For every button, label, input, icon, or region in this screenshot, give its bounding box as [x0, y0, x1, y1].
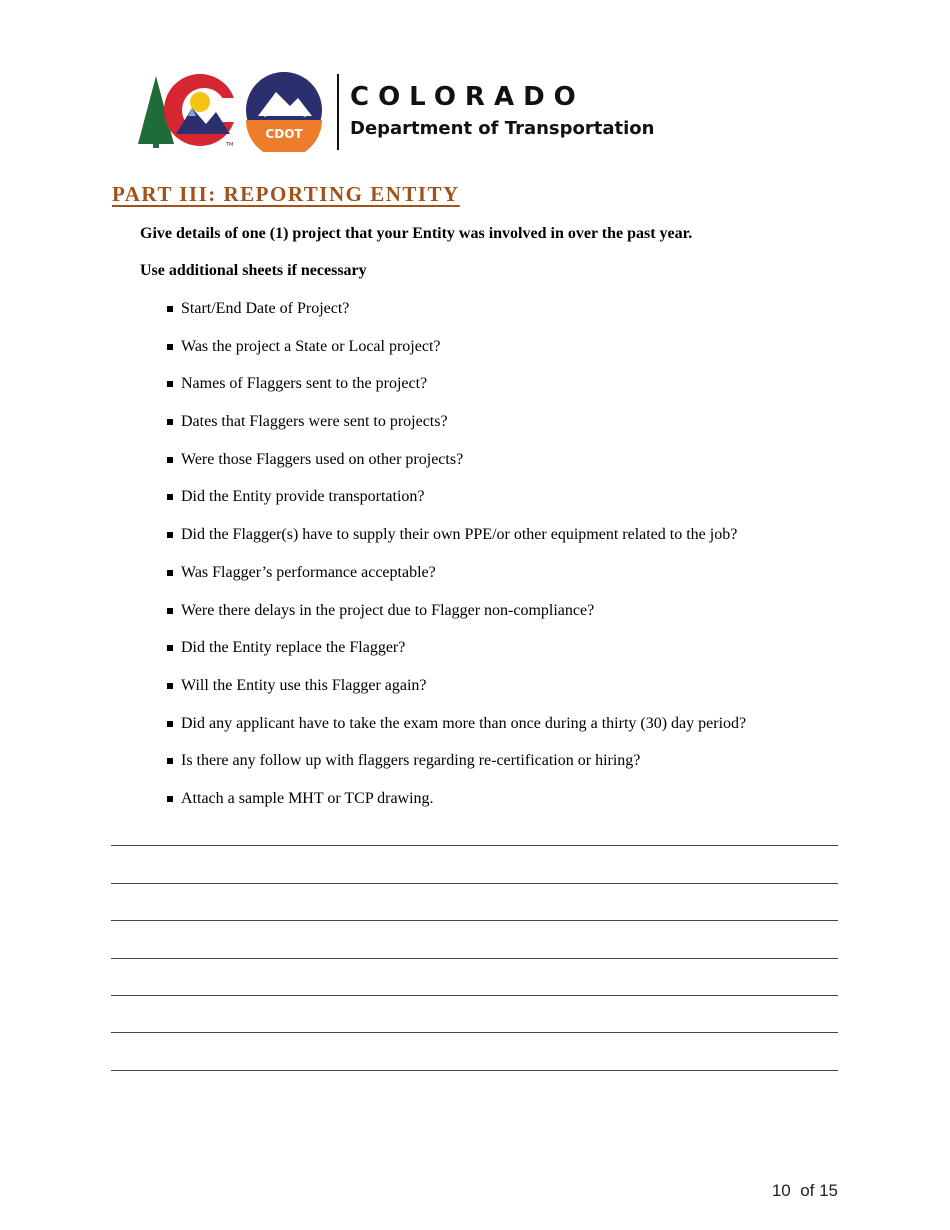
list-item	[167, 448, 746, 486]
answer-line[interactable]	[111, 920, 838, 921]
question-text: Will the Entity use this Flagger again?	[181, 676, 427, 694]
question-text: Did the Entity provide transportation?	[181, 488, 425, 506]
answer-line[interactable]	[111, 1032, 838, 1033]
answer-line[interactable]	[111, 883, 838, 884]
question-text: Dates that Flaggers were sent to projects?	[181, 413, 448, 431]
list-item	[167, 787, 746, 825]
square-bullet-icon	[167, 721, 173, 727]
square-bullet-icon	[167, 608, 173, 614]
intro-text: Give details of one (1) project that your Entity was involved in over the past year.	[140, 225, 693, 242]
colorado-c-logo-icon	[134, 72, 334, 152]
question-text: Start/End Date of Project?	[181, 300, 350, 317]
question-list	[167, 297, 746, 825]
logo-subtitle: Department of Transportation	[350, 118, 655, 139]
square-bullet-icon	[167, 419, 173, 425]
list-item	[167, 712, 746, 750]
square-bullet-icon	[167, 344, 173, 350]
list-item	[167, 410, 746, 448]
list-item	[167, 523, 746, 561]
answer-line[interactable]	[111, 995, 838, 996]
square-bullet-icon	[167, 494, 173, 500]
question-text: Did the Entity replace the Flagger?	[181, 639, 406, 657]
question-text: Is there any follow up with flaggers regarding re-certification or hiring?	[181, 752, 641, 770]
cdot-mark: CDOT	[265, 127, 303, 141]
list-item	[167, 749, 746, 787]
square-bullet-icon	[167, 381, 173, 387]
square-bullet-icon	[167, 758, 173, 764]
answer-line[interactable]	[111, 845, 838, 846]
square-bullet-icon	[167, 306, 173, 312]
list-item	[167, 561, 746, 599]
question-text: Were those Flaggers used on other projects?	[181, 450, 464, 468]
trademark-mark: TM	[226, 142, 234, 148]
list-item	[167, 674, 746, 712]
square-bullet-icon	[167, 683, 173, 689]
square-bullet-icon	[167, 457, 173, 463]
page-total: of 15	[800, 1181, 838, 1200]
answer-line[interactable]	[111, 1070, 838, 1071]
logo-divider	[336, 74, 340, 150]
square-bullet-icon	[167, 645, 173, 651]
question-text: Was the project a State or Local project?	[181, 337, 441, 355]
list-item	[167, 372, 746, 410]
cdot-logo	[134, 72, 694, 152]
current-page: 10	[771, 1181, 791, 1200]
list-item	[167, 636, 746, 674]
square-bullet-icon	[167, 796, 173, 802]
logo-title: COLORADO	[350, 82, 585, 112]
question-text: Did the Flagger(s) have to supply their own PPE/or other equipment related to the job?	[181, 526, 738, 544]
question-text: Attach a sample MHT or TCP drawing.	[181, 789, 434, 807]
square-bullet-icon	[167, 532, 173, 538]
list-item	[167, 335, 746, 373]
square-bullet-icon	[167, 570, 173, 576]
question-text: Was Flagger’s performance acceptable?	[181, 563, 436, 581]
list-item	[167, 599, 746, 637]
list-item	[167, 485, 746, 523]
section-title: PART III: REPORTING ENTITY	[112, 182, 460, 206]
page-number	[772, 1181, 838, 1201]
question-text: Were there delays in the project due to Flagger non-compliance?	[181, 601, 595, 619]
question-text: Did any applicant have to take the exam more than once during a thirty (30) day period?	[181, 714, 747, 732]
list-item	[167, 297, 746, 335]
question-text: Names of Flaggers sent to the project?	[181, 375, 428, 393]
answer-line[interactable]	[111, 958, 838, 959]
additional-sheets-note: Use additional sheets if necessary	[140, 262, 367, 279]
